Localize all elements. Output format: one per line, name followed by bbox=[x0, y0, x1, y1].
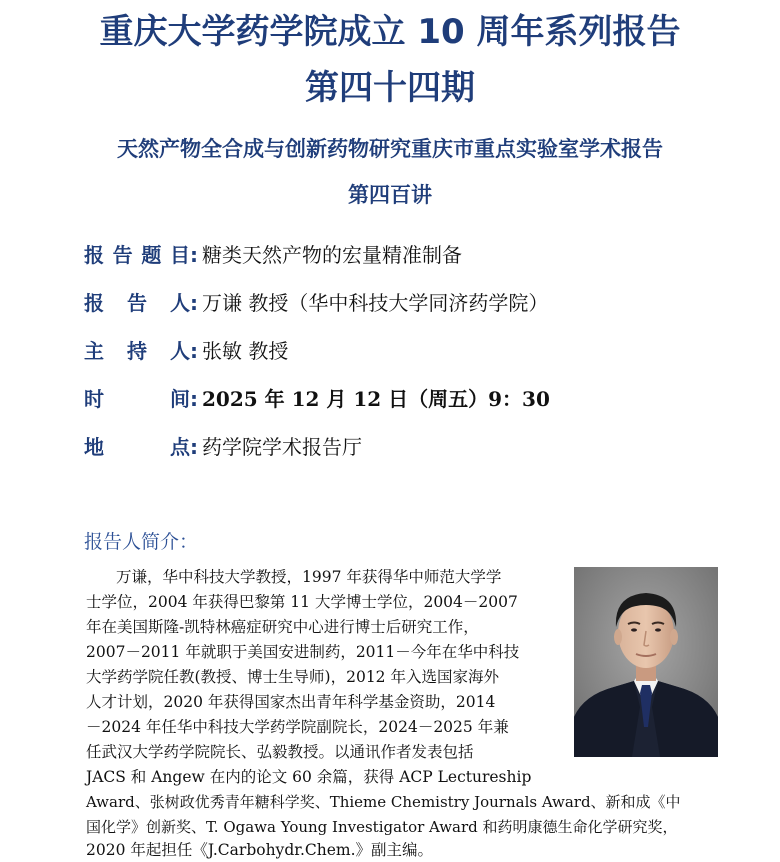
info-row-venue bbox=[84, 432, 362, 462]
info-row-topic bbox=[84, 240, 462, 270]
venue-label: 地点 bbox=[84, 435, 190, 459]
bio-line: 人才计划，2020 年获得国家杰出青年科学基金资助，2014 bbox=[86, 693, 496, 711]
topic-value: 糖类天然产物的宏量精准制备 bbox=[202, 243, 462, 267]
bio-line: 万谦，华中科技大学教授，1997 年获得华中师范大学学 bbox=[116, 568, 502, 586]
bio-line: Award、张树政优秀青年糖科学奖、Thieme Chemistry Journals Award、新和成《中 bbox=[86, 793, 681, 811]
host-value: 张敏 教授 bbox=[202, 339, 289, 363]
info-row-time bbox=[84, 384, 550, 414]
bio-line: 2007－2011 年就职于美国安进制药，2011－今年在华中科技 bbox=[86, 643, 520, 661]
bio-line: JACS 和 Angew 在内的论文 60 余篇，获得 ACP Lectureship bbox=[86, 768, 532, 786]
bio-line: 国化学》创新奖、T. Ogawa Young Investigator Award 和药明康德生命化学研究奖， bbox=[86, 818, 678, 836]
subtitle-line-2: 第四百讲 bbox=[348, 183, 432, 207]
speaker-label: 报告人 bbox=[84, 291, 190, 315]
venue-value: 药学院学术报告厅 bbox=[202, 435, 362, 459]
speaker-photo bbox=[574, 567, 718, 757]
bio-line: 2020 年起担任《J.Carbohydr.Chem.》副主编。 bbox=[86, 841, 434, 859]
title-line-2: 第四十四期 bbox=[305, 68, 475, 108]
time-label: 时间 bbox=[84, 387, 190, 411]
bio-line: 任武汉大学药学院院长、弘毅教授。以通讯作者发表包括 bbox=[86, 743, 474, 761]
host-colon: : bbox=[190, 339, 198, 363]
time-colon: : bbox=[190, 387, 198, 411]
bio-line: 年在美国斯隆-凯特林癌症研究中心进行博士后研究工作， bbox=[86, 618, 479, 636]
speaker-value: 万谦 教授（华中科技大学同济药学院） bbox=[202, 291, 549, 315]
topic-label: 报告题目 bbox=[84, 243, 190, 267]
bio-line: 大学药学院任教(教授、博士生导师)，2012 年入选国家海外 bbox=[86, 668, 499, 686]
title-line-1: 重庆大学药学院成立 10 周年系列报告 bbox=[99, 12, 681, 52]
info-row-host bbox=[84, 336, 288, 366]
venue-colon: : bbox=[190, 435, 198, 459]
bio-heading: 报告人简介： bbox=[84, 531, 199, 553]
speaker-colon: : bbox=[190, 291, 198, 315]
time-value: 2025 年 12 月 12 日（周五）9：30 bbox=[202, 387, 550, 411]
info-row-speaker bbox=[84, 288, 548, 318]
bio-line: 士学位，2004 年获得巴黎第 11 大学博士学位，2004－2007 bbox=[86, 593, 518, 611]
bio-line: －2024 年任华中科技大学药学院副院长，2024－2025 年兼 bbox=[86, 718, 509, 736]
host-label: 主持人 bbox=[84, 339, 190, 363]
topic-colon: : bbox=[190, 243, 198, 267]
subtitle-line-1: 天然产物全合成与创新药物研究重庆市重点实验室学术报告 bbox=[117, 137, 663, 161]
